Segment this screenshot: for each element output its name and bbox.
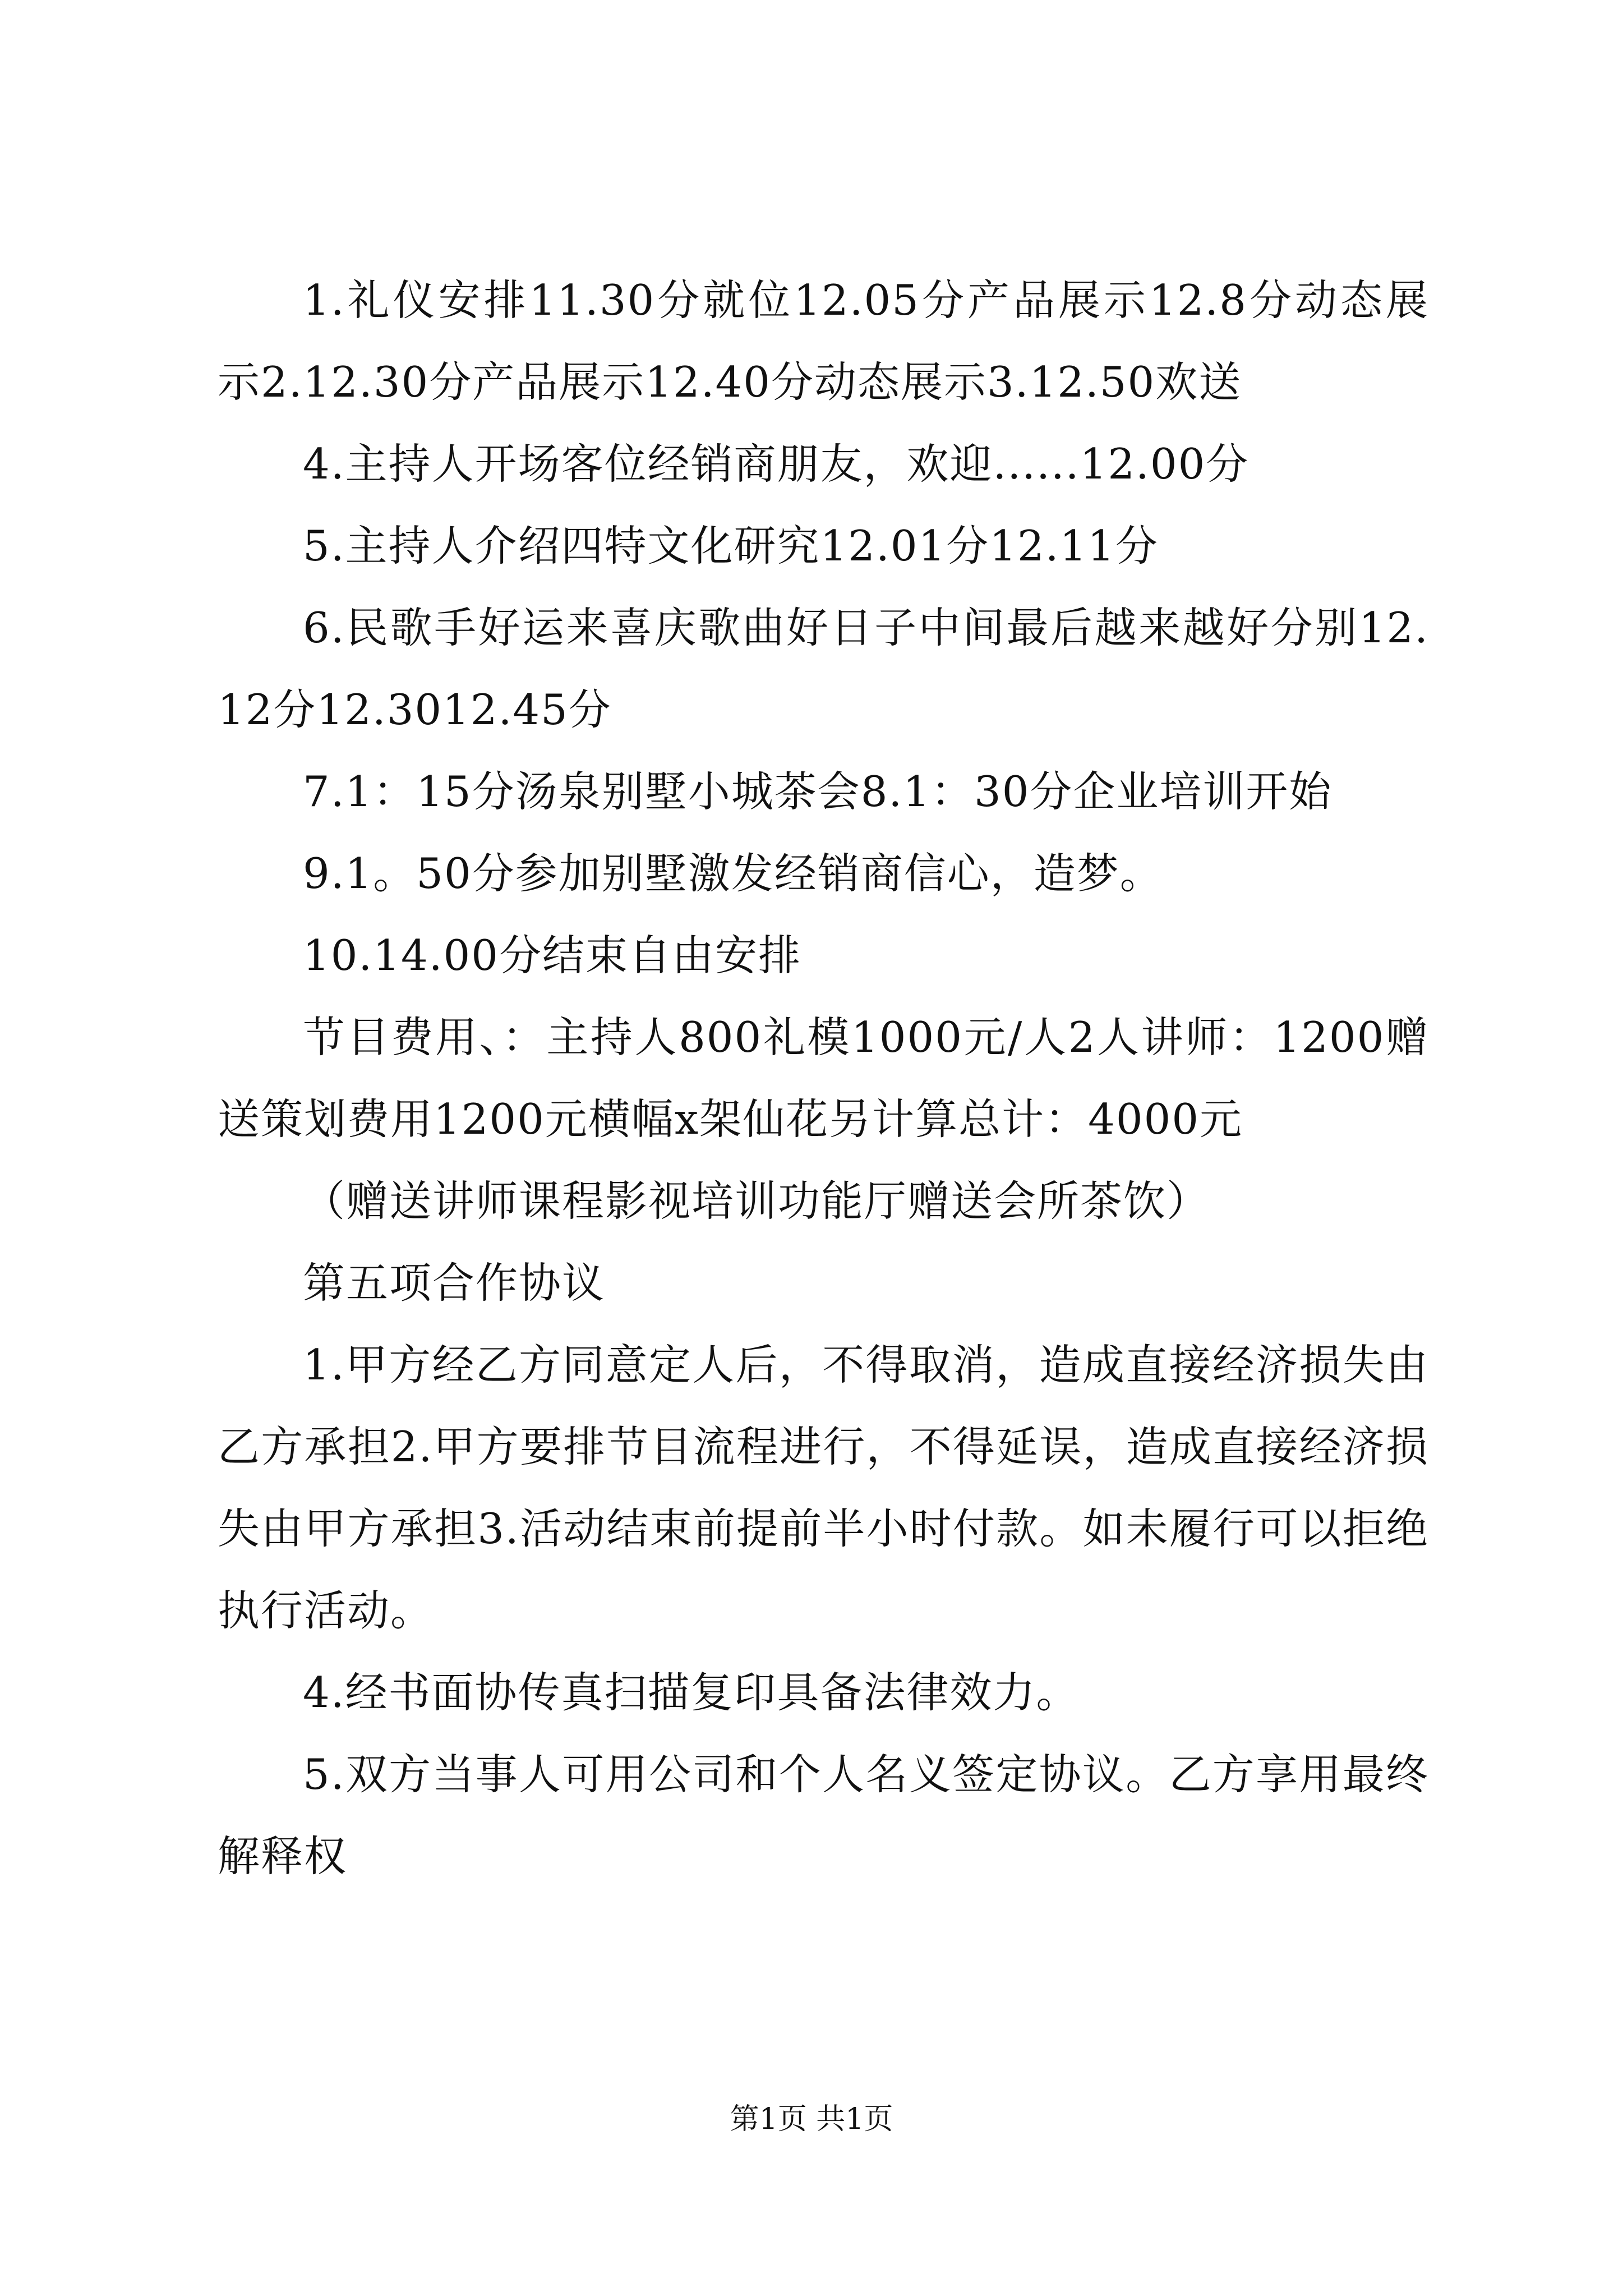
paragraph-legal-validity: 4.经书面协传真扫描复印具备法律效力。 (303, 1668, 1080, 1717)
page-footer (0, 2097, 1623, 2142)
page-number-label: 第1页 共1页 (730, 2102, 893, 2136)
paragraph-villa-visit: 9.1。50分参加别墅激发经销商信心，造梦。 (303, 849, 1163, 898)
paragraph-host-introduction: 5.主持人介绍四特文化研究12.01分12.11分 (303, 521, 1159, 570)
paragraph-end-free-time: 10.14.00分结束自由安排 (303, 931, 801, 980)
section-heading-cooperation-agreement: 第五项合作协议 (303, 1258, 606, 1308)
paragraph-agreement-terms: 1.甲方经乙方同意定人后，不得取消，造成直接经济损失由乙方承担2.甲方要排节目流程进行，不得延误，造成直接经济损失由甲方承担3.活动结束前提前半小时付款。如未履行可以拒绝执行活动。 (218, 1340, 1429, 1635)
paragraph-host-opening: 4.主持人开场客位经销商朋友，欢迎......12.00分 (303, 439, 1249, 489)
paragraph-schedule-etiquette: 1.礼仪安排11.30分就位12.05分产品展示12.8分动态展示2.12.30分产品展示12.40分动态展示3.12.50欢送 (218, 275, 1429, 407)
paragraph-tea-party-training: 7.1：15分汤泉别墅小城茶会8.1：30分企业培训开始 (303, 767, 1332, 816)
document-body (218, 259, 1429, 1897)
paragraph-program-fees: 节目费用、：主持人800礼模1000元/人2人讲师：1200赠送策划费用1200元横幅x架仙花另计算总计：4000元 (218, 1013, 1429, 1144)
paragraph-final-interpretation: 5.双方当事人可用公司和个人名义签定协议。乙方享用最终解释权 (218, 1750, 1429, 1881)
paragraph-complimentary-items: （赠送讲师课程影视培训功能厅赠送会所茶饮） (303, 1176, 1210, 1226)
paragraph-folk-singer: 6.民歌手好运来喜庆歌曲好日子中间最后越来越好分别12.12分12.3012.45分 (218, 603, 1429, 734)
